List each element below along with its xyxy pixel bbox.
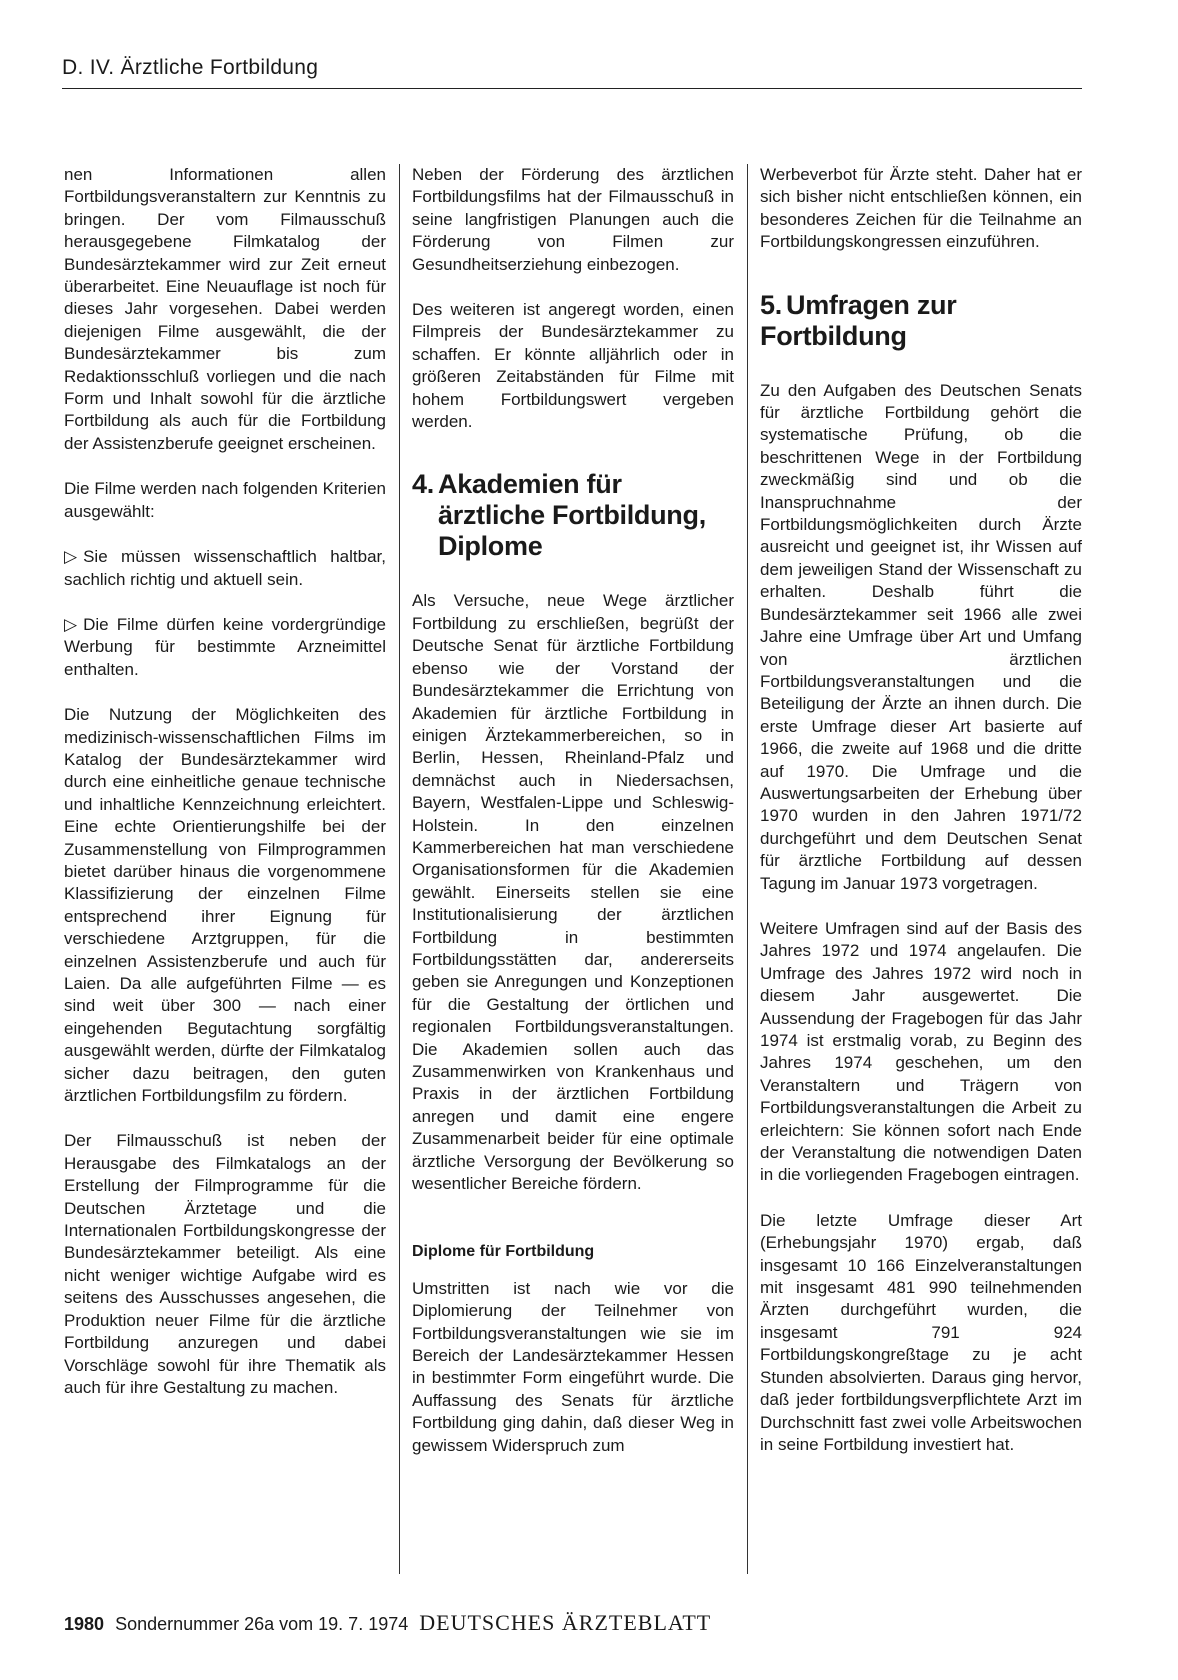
paragraph: Die Nutzung der Möglichkeiten des medizinisch-wissenschaftlichen Films im Katalog der Bundesärztekammer wird durch eine einheitliche genaue technische und inhaltliche Kennzeichnung erleichtert. Eine echte Orientierungshilfe bei der Zusammenstellung von Filmprogrammen bietet darüber hinaus die vorgenommene Klassifizierung der einzelnen Filme entsprechend ihrer Eignung für verschiedene Arztgruppen, für die einzelnen Assistenzberufe und auch für Laien. Da alle aufgeführten Filme — es sind weit über 300 — nach einer eingehenden Begutachtung sorgfältig ausgewählt werden, dürfte der Filmkatalog sicher dazu beitragen, den guten ärztlichen Fortbildungsfilm zu fördern. [64, 705, 386, 1106]
heading-line: Fortbildung [760, 320, 907, 351]
paragraph: Als Versuche, neue Wege ärztlicher Fortbildung zu erschließen, begrüßt der Deutsche Senat für ärztliche Fortbildung ebenso wie der Vorstand der Bundesärztekammer die Errichtung von Akademien für ärztliche Fortbildung in einigen Ärztekammerbereichen, so in Berlin, Hessen, Rheinland-Pfalz und demnächst auch in Niedersachsen, Bayern, Westfalen-Lippe und Schleswig-Holstein. In den einzelnen Kammerbereichen hat man verschiedene Organisationsformen für die Akademien gewählt. Einerseits stellen sie eine Institutionalisierung der ärztlichen Fortbildung in bestimmten Fortbildungsstätten dar, andererseits geben sie Anregungen und Konzeptionen für die Gestaltung der örtlichen und regionalen Fortbildungsveranstaltungen. Die Akademien sollen auch das Zusammenwirken von Krankenhaus und Praxis in der ärztlichen Fortbildung anregen und damit eine engere Zusammenarbeit beider für eine optimale ärztliche Versorgung der Bevölkerung so wesentlicher Bereiche fördern. [412, 591, 734, 1194]
column-divider [399, 164, 400, 1574]
bullet-item [64, 546, 386, 591]
header-title: D. IV. Ärztliche Fortbildung [62, 56, 319, 79]
paragraph: Die letzte Umfrage dieser Art (Erhebungsjahr 1970) ergab, daß insgesamt 10 166 Einzelveranstaltungen mit insgesamt 481 990 teilnehmenden Ärzten durchgeführt wurden, die insgesamt 791 924 Fortbildungskongreßtage zu je acht Stunden absolvierten. Daraus ging hervor, daß jeder fortbildungsverpflichtete Arzt im Durchschnitt fast zwei volle Arbeitswochen in seine Fortbildung investiert hat. [760, 1210, 1082, 1454]
paragraph: Neben der Förderung des ärztlichen Fortbildungsfilms hat der Filmausschuß in seine langfristigen Planungen auch die Förderung von Filmen zur Gesundheitserziehung einbezogen. [412, 165, 734, 274]
heading-line: Diplome [438, 531, 543, 562]
heading-line: Akademien für [438, 469, 622, 500]
column-divider [747, 164, 748, 1574]
bullet-item [64, 614, 386, 681]
triangle-bullet-icon: ▷ [64, 614, 78, 634]
masthead: DEUTSCHES ÄRZTEBLATT [419, 1610, 712, 1635]
issue-info: Sondernummer 26a vom 19. 7. 1974 [115, 1614, 409, 1634]
section-number: 4. [412, 469, 434, 500]
column-1 [64, 164, 386, 1422]
paragraph: nen Informationen allen Fortbildungsveranstaltern zur Kenntnis zu bringen. Der vom Filmausschuß herausgegebene Filmkatalog der Bundesärztekammer wird zur Zeit erneut überarbeitet. Eine Neuauflage ist noch für dieses Jahr vorgesehen. Dabei werden diejenigen Filme ausgewählt, die der Bundesärztekammer bis zum Redaktionsschluß vorliegen und die nach Form und Inhalt sowohl für die ärztliche Fortbildung als auch für die Fortbildung der Assistenzberufe geeignet erscheinen. [64, 165, 386, 453]
page-number: 1980 [64, 1614, 105, 1634]
paragraph: Weitere Umfragen sind auf der Basis des Jahres 1972 und 1974 angelaufen. Die Umfrage des Jahres 1972 wird noch in diesem Jahr ausgewertet. Die Aussendung der Fragebogen für das Jahr 1974 ist erstmalig vorab, zu Beginn des Jahres 1974 geschehen, um den Veranstaltern und Trägern von Fortbildungsveranstaltungen die Arbeit zu erleichtern: Sie können sofort nach Ende der Veranstaltung die notwendigen Daten in die vorliegenden Fragebogen eintragen. [760, 918, 1082, 1185]
bullet-text: Die Filme dürfen keine vordergründige Werbung für bestimmte Arzneimittel enthalten. [64, 614, 386, 679]
section-number: 5. [760, 289, 782, 320]
triangle-bullet-icon: ▷ [64, 547, 78, 567]
page-footer [64, 1610, 711, 1636]
column-2 [412, 164, 734, 1480]
paragraph: Umstritten ist nach wie vor die Diplomierung der Teilnehmer von Fortbildungsveranstaltungen wie sie im Bereich der Landesärztekammer Hessen in bestimmter Form eingeführt wurde. Die Auffassung des Senats für ärztliche Fortbildung ging dahin, daß dieser Weg in gewissem Widerspruch zum [412, 1278, 734, 1455]
bullet-text: Sie müssen wissenschaftlich haltbar, sachlich richtig und aktuell sein. [64, 547, 386, 589]
subheading: Diplome für Fortbildung [412, 1243, 595, 1261]
running-header [62, 56, 1082, 89]
section-heading-4 [412, 469, 734, 562]
paragraph: Werbeverbot für Ärzte steht. Daher hat er sich bisher nicht entschließen können, ein besonderes Zeichen für die Teilnahme an Fortbildungskongressen einzuführen. [760, 165, 1082, 252]
section-heading-5 [760, 290, 1082, 352]
paragraph: Zu den Aufgaben des Deutschen Senats für ärztliche Fortbildung gehört die systematische Prüfung, ob die beschrittenen Wege in der Fortbildung zweckmäßig sind und ob die Inanspruchnahme der Fortbildungsmöglichkeiten durch Ärzte ausreicht und geeignet ist, ihr Wissen auf dem jeweiligen Stand der Wissenschaft zu erhalten. Deshalb führt die Bundesärztekammer seit 1966 alle zwei Jahre eine Umfrage über Art und Umfang von ärztlichen Fortbildungsveranstaltungen und die Beteiligung der Ärzte an ihnen durch. Die erste Umfrage dieser Art basierte auf 1966, die zweite auf 1968 und die dritte auf 1970. Die Umfrage und die Auswertungsarbeiten der Erhebung über 1970 wurden in den Jahren 1971/72 durchgeführt und dem Deutschen Senat für ärztliche Fortbildung auf dessen Tagung im Januar 1973 vorgetragen. [760, 380, 1082, 893]
paragraph: Die Filme werden nach folgenden Kriterien ausgewählt: [64, 479, 386, 521]
heading-line: ärztliche Fortbildung, [438, 500, 706, 531]
paragraph: Des weiteren ist angeregt worden, einen Filmpreis der Bundesärztekammer zu schaffen. Er könnte alljährlich oder in größeren Zeitabständen für Filme mit hohem Fortbildungswert vergeben werden. [412, 300, 734, 432]
paragraph: Der Filmausschuß ist neben der Herausgabe des Filmkatalogs an der Erstellung der Filmprogramme für die Deutschen Ärztetage und die Internationalen Fortbildungskongresse der Bundesärztekammer beteiligt. Als eine nicht weniger wichtige Aufgabe wird es seitens des Ausschusses angesehen, die Produktion neuer Filme für die ärztliche Fortbildung anzuregen und dabei Vorschläge sowohl für ihre Thematik als auch für ihre Gestaltung zu machen. [64, 1131, 386, 1397]
heading-line: Umfragen zur [786, 289, 957, 320]
column-3 [760, 164, 1082, 1479]
